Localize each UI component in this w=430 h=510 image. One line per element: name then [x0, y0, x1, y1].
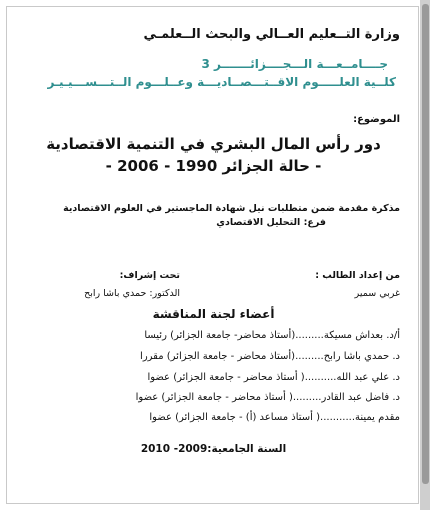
vertical-scrollbar[interactable]: [420, 0, 430, 510]
ministry-heading: وزارة التــعليم العــالي والبحث الــعلمـي: [143, 27, 400, 42]
supervision-label: تحت إشراف:: [119, 270, 180, 281]
thesis-title-line2: - حالة الجزائر 1990 - 2006 -: [105, 157, 322, 175]
jury-member: د. فاضل عبد القادر.........( أستاذ محاضر - جامعة الجزائر) عضوا: [135, 392, 400, 403]
faculty-name: كلــية العلـــــوم الاقــتـــصــاديـــة وعــلـــوم الــتـــســـيـيـر: [47, 75, 396, 89]
jury-member: مقدم يمينة...........( أستاذ مساعد (أ) - جامعة الجزائر) عضوا: [149, 412, 400, 423]
subject-label: الموضوع:: [353, 114, 400, 125]
memo-description: مذكرة مقدمة ضمن متطلبات نيل شهادة الماجستير في العلوم الاقتصادية: [63, 203, 400, 214]
academic-year: السنة الجامعية:2009- 2010: [140, 443, 287, 455]
prepared-by-label: من إعداد الطالب :: [315, 270, 400, 281]
thesis-title-line1: دور رأس المال البشري في التنمية الاقتصادية: [46, 135, 381, 153]
university-name: جــــامــعـــة الـــجــــزائـــــــر 3: [201, 57, 388, 71]
jury-member: د. حمدي باشا رابح.........(أستاذ محاضر - جامعة الجزائر) مقررا: [140, 351, 400, 362]
branch-label: فرع: التحليل الاقتصادي: [216, 217, 326, 228]
student-name: غربي سمير: [354, 288, 400, 299]
jury-member: أ/د. بعداش مسيكة.........(أستاذ محاضر- جامعة الجزائر) رئيسا: [144, 330, 400, 341]
supervisor-name: الدكتور: حمدي باشا رابح: [84, 288, 180, 299]
scrollbar-thumb[interactable]: [422, 4, 429, 484]
jury-member: د. علي عبد الله..........( أستاذ محاضر - جامعة الجزائر) عضوا: [147, 372, 400, 383]
jury-title: أعضاء لجنة المناقشة: [152, 307, 275, 321]
document-page: [6, 6, 419, 504]
